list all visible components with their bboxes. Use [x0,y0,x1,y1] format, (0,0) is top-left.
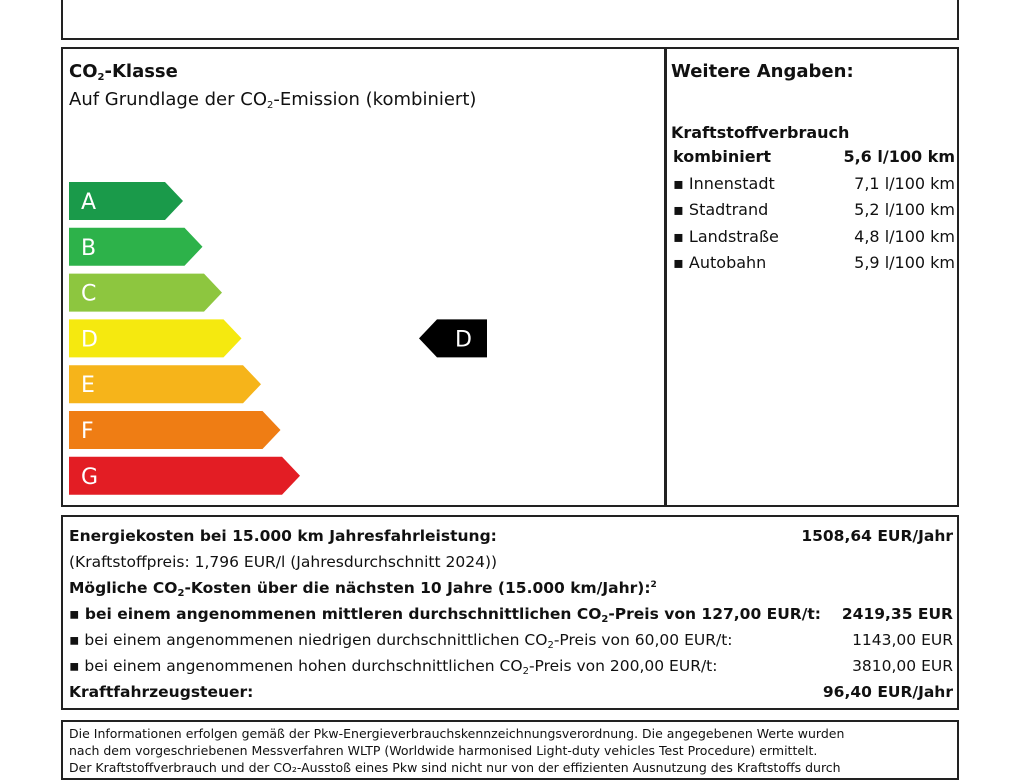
co2-cost-scenario-row [69,631,953,649]
fuel-consumption-value: 5,2 l/100 km [854,200,955,219]
co2-cost-scenario-label: ▪ bei einem angenommenen hohen durchschnittlichen $CO_2$-Preis von 200,00 EUR/t: [69,657,718,677]
fuel-consumption-row [673,200,955,219]
fuel-consumption-label: ▪ Stadtrand [673,200,769,219]
co2-cost-scenario-value: 2419,35 EUR [841,605,953,623]
cost-panel [61,515,959,710]
energy-cost-value: 1508,64 EUR/Jahr [801,527,953,545]
co2-cost-scenario-row [69,657,953,675]
co2-class-indicator [419,319,487,357]
vehicle-tax-label: Kraftfahrzeugsteuer: [69,683,254,701]
fuel-consumption-row [673,147,955,166]
vehicle-tax-value: 96,40 EUR/Jahr [822,683,953,701]
fuel-consumption-label: kombiniert [673,147,772,166]
co2-class-title: $CO_2$-Klasse [69,61,178,83]
top-section-box [61,0,959,40]
co2-class-letter: F [81,419,94,444]
co2-class-letter: D [81,327,98,353]
co2-class-bar-f [69,411,281,449]
fuel-consumption-value: 5,6 l/100 km [843,147,955,166]
co2-class-letter: C [81,281,97,307]
energy-cost-row [69,527,953,545]
legal-line-1: Die Informationen erfolgen gemäß der Pkw-Energieverbrauchskennzeichnungsverordnung. Die angegebenen Werte wurden [69,726,845,741]
co2-class-scale [63,49,664,505]
further-info-panel [665,47,959,507]
co2-cost-scenario-label: ▪ bei einem angenommenen mittleren durchschnittlichen $CO_2$-Preis von 127,00 EUR/t: [69,605,821,625]
energy-cost-label: Energiekosten bei 15.000 km Jahresfahrleistung: [69,527,497,545]
fuel-price-row [69,553,953,571]
fuel-consumption-label: ▪ Innenstadt [673,173,775,193]
legal-line-2: nach dem vorgeschriebenen Messverfahren WLTP (Worldwide harmonised Light-duty vehicles Test Procedure) ermittelt. [69,743,818,758]
co2-cost-scenario-value: 3810,00 EUR [852,657,953,675]
further-info-title: Weitere Angaben: [671,61,854,82]
fuel-consumption-row [673,227,955,246]
co2-class-letter: B [81,235,97,261]
fuel-consumption-value: 4,8 l/100 km [854,226,955,246]
fuel-consumption-row [673,253,955,272]
fuel-consumption-heading: Kraftstoffverbrauch [671,123,850,142]
co2-class-letter: G [81,464,99,490]
fuel-consumption-label: ▪ Autobahn [673,253,767,272]
vehicle-tax-row [69,683,953,701]
legal-notice-panel [61,720,959,780]
co2-costs-heading: Mögliche $CO_2$-Kosten über die nächsten 10 Jahre (15.000 km/Jahr):$^2$ [69,579,657,599]
fuel-consumption-value: 5,9 l/100 km [854,253,955,272]
fuel-price-text: (Kraftstoffpreis: 1,796 EUR/l (Jahresdurchschnitt 2024)) [69,553,498,571]
fuel-consumption-value: 7,1 l/100 km [854,173,955,193]
co2-class-indicator-letter: D [455,327,472,353]
fuel-consumption-label: ▪ Landstraße [673,226,779,246]
co2-cost-scenario-row [69,605,953,623]
fuel-consumption-row [673,174,955,193]
co2-cost-scenario-label: ▪ bei einem angenommenen niedrigen durchschnittlichen $CO_2$-Preis von 60,00 EUR/t: [69,631,733,651]
co2-class-bar-g [69,457,300,495]
co2-class-letter: A [81,190,97,215]
co2-cost-scenario-value: 1143,00 EUR [852,631,953,649]
co2-class-subtitle: Auf Grundlage der $CO_2$-Emission (kombiniert) [69,89,477,111]
legal-line-3: Der Kraftstoffverbrauch und der CO₂-Ausstoß eines Pkw sind nicht nur von der effizienten Ausnutzung des Kraftstoffs durch [69,760,841,775]
co2-class-panel [61,47,666,507]
co2-class-letter: E [81,373,95,399]
co2-class-bar-e [69,365,261,403]
